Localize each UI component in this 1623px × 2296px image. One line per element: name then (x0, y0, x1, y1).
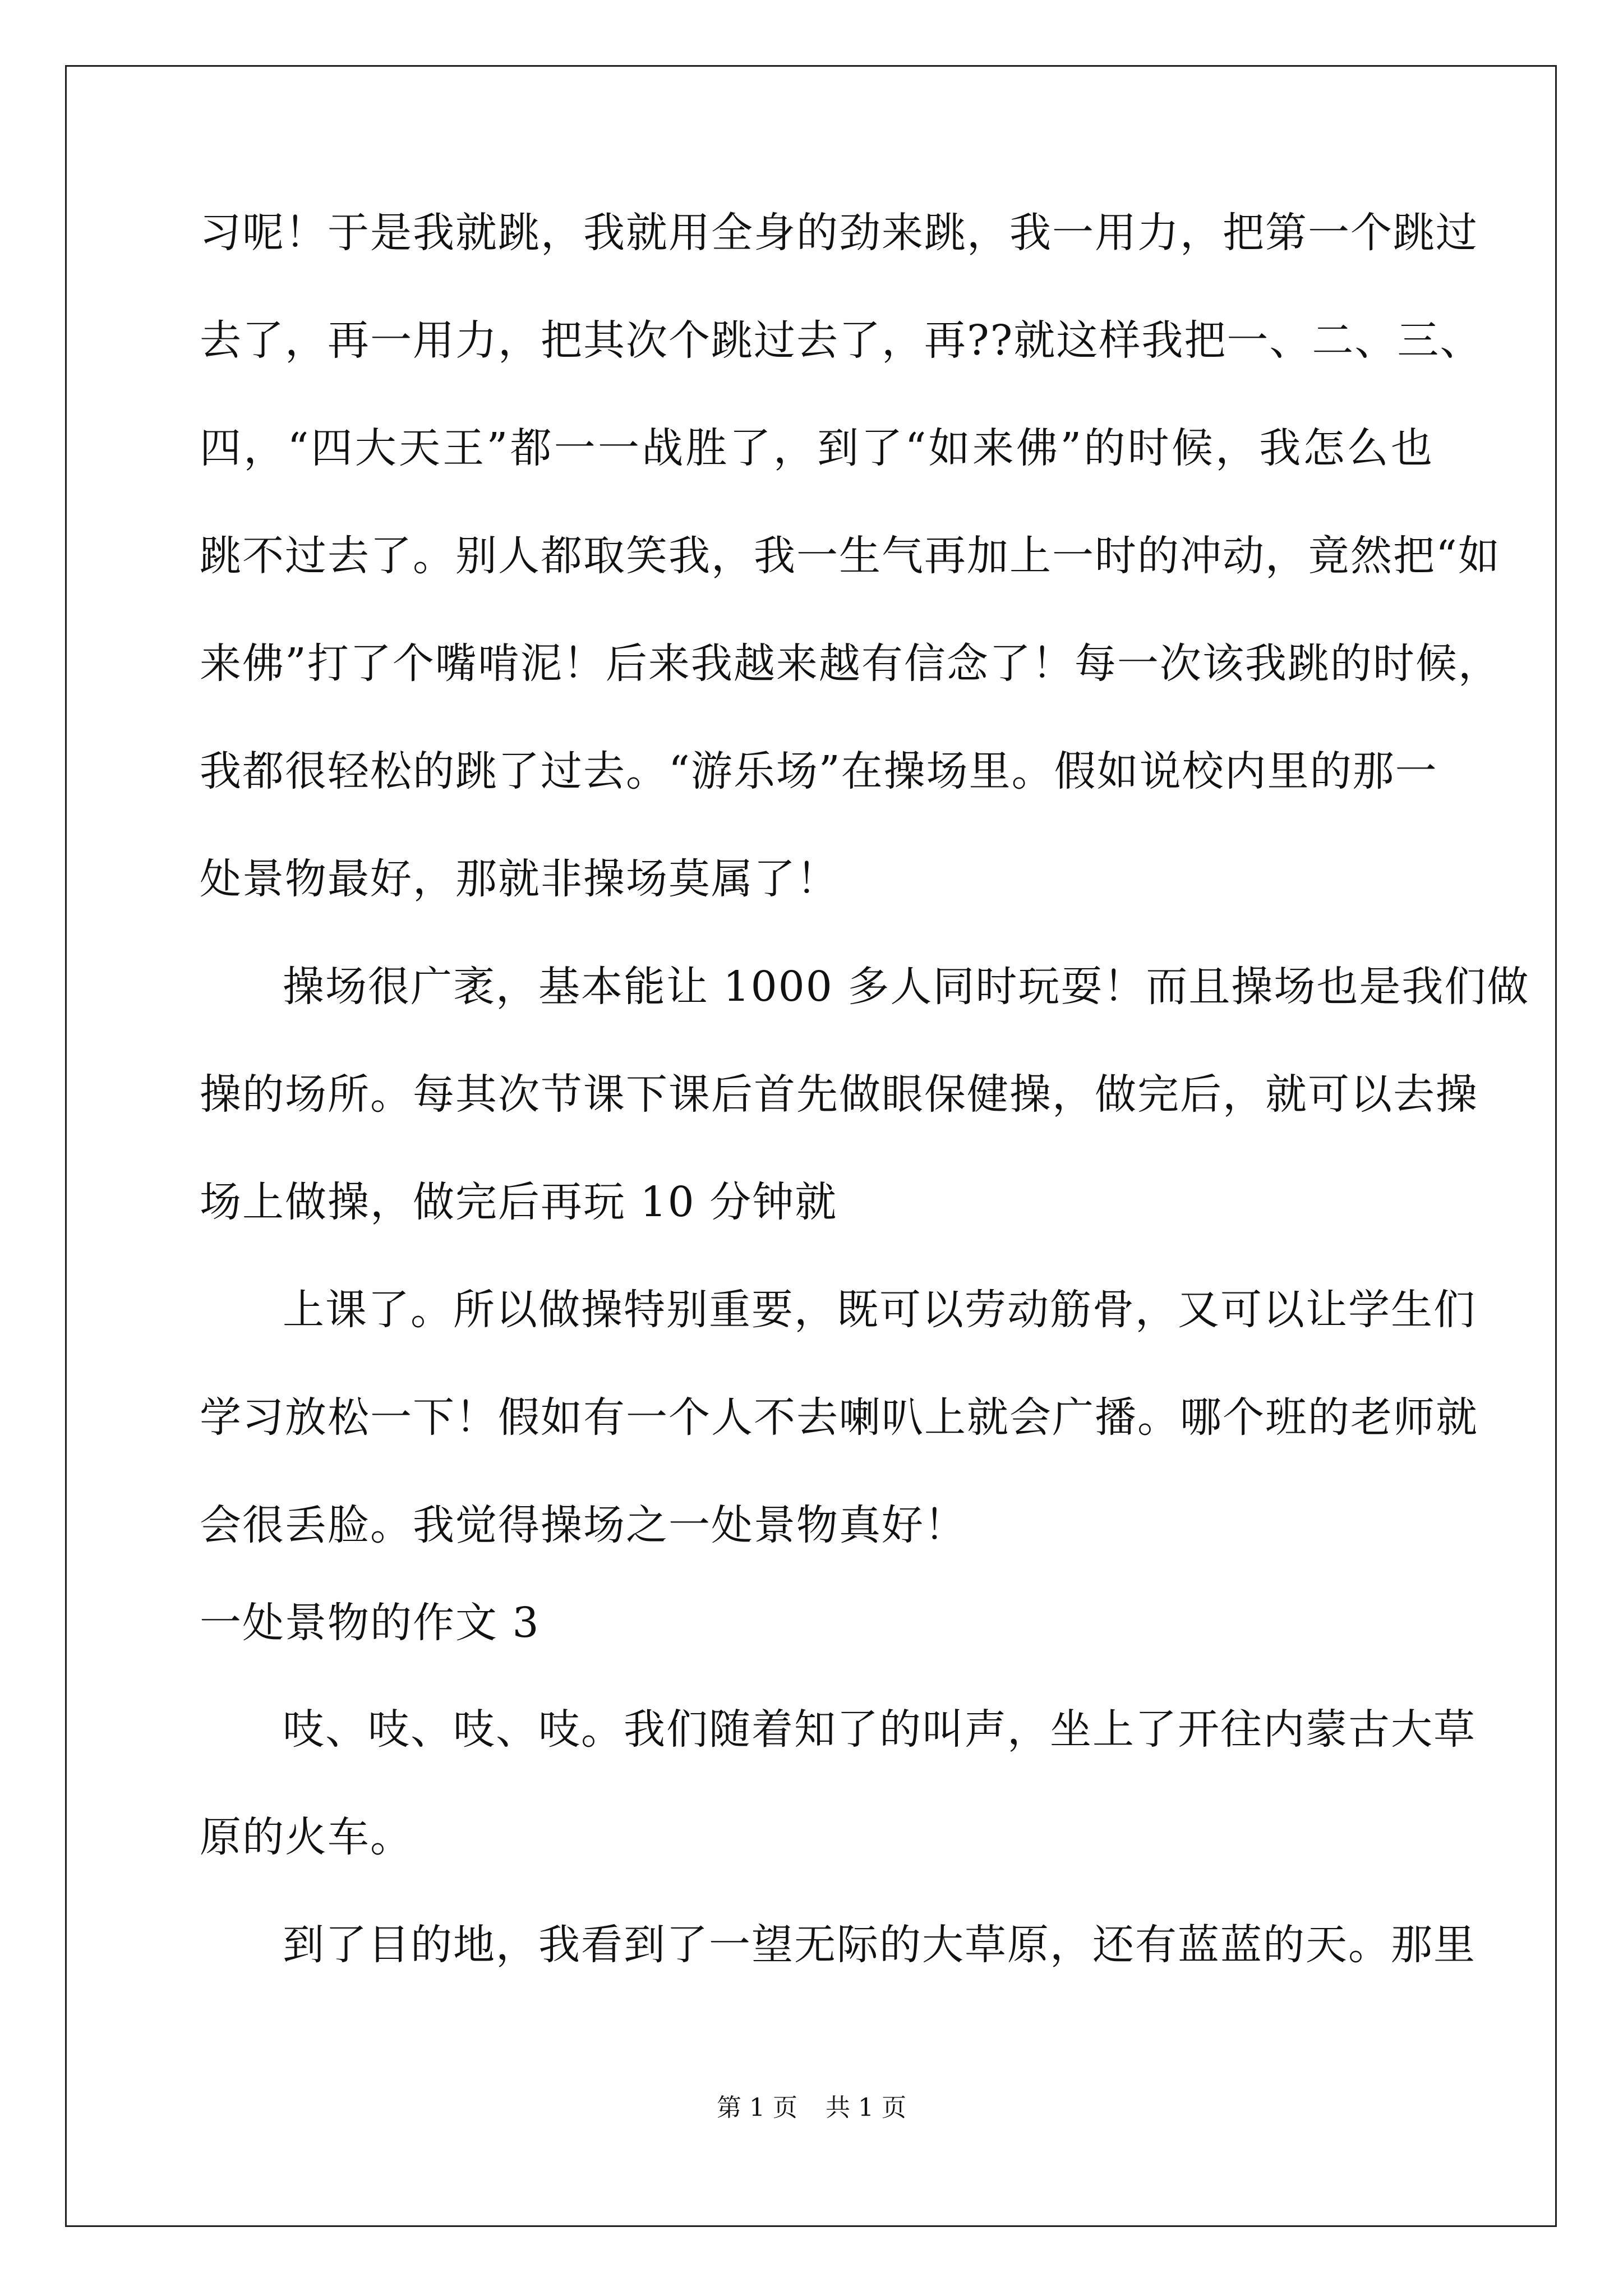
paragraph-first-line: 上课了。所以做操特别重要，既可以劳动筋骨，又可以让学生们 (283, 1286, 1476, 1334)
section-heading: 一处景物的作文 3 (200, 1599, 540, 1647)
text-line: 习呢！于是我就跳，我就用全身的劲来跳，我一用力，把第一个跳过 (200, 209, 1478, 257)
text-line: 跳不过去了。别人都取笑我，我一生气再加上一时的冲动，竟然把“如 (200, 532, 1501, 580)
paragraph-first-line: 到了目的地，我看到了一望无际的大草原，还有蓝蓝的天。那里 (283, 1921, 1476, 1969)
text-line: 四，“四大天王”都一一战胜了，到了“如来佛”的时候，我怎么也 (200, 424, 1433, 472)
text-line: 来佛”打了个嘴啃泥！后来我越来越有信念了！每一次该我跳的时候， (200, 639, 1501, 688)
paragraph-first-line: 吱、吱、吱、吱。我们随着知了的叫声，坐上了开往内蒙古大草 (283, 1705, 1476, 1754)
text-line: 会很丢脸。我觉得操场之一处景物真好！ (200, 1501, 967, 1549)
text-line: 学习放松一下！假如有一个人不去喇叭上就会广播。哪个班的老师就 (200, 1393, 1478, 1442)
text-line: 我都很轻松的跳了过去。“游乐场”在操场里。假如说校内里的那一 (200, 747, 1438, 795)
text-line: 场上做操，做完后再玩 10 分钟就 (200, 1178, 838, 1226)
page-footer (0, 2091, 1623, 2125)
text-line: 原的火车。 (200, 1813, 413, 1861)
paragraph-first-line: 操场很广袤，基本能让 1000 多人同时玩耍！而且操场也是我们做 (283, 963, 1530, 1011)
text-line: 处景物最好，那就非操场莫属了！ (200, 855, 839, 903)
page-border (65, 65, 1557, 2227)
page-number: 第 1 页 (717, 2093, 797, 2122)
page-total: 共 1 页 (826, 2093, 906, 2122)
text-line: 去了，再一用力，把其次个跳过去了，再??就这样我把一、二、三、 (200, 316, 1483, 365)
text-line: 操的场所。每其次节课下课后首先做眼保健操，做完后，就可以去操 (200, 1070, 1478, 1119)
